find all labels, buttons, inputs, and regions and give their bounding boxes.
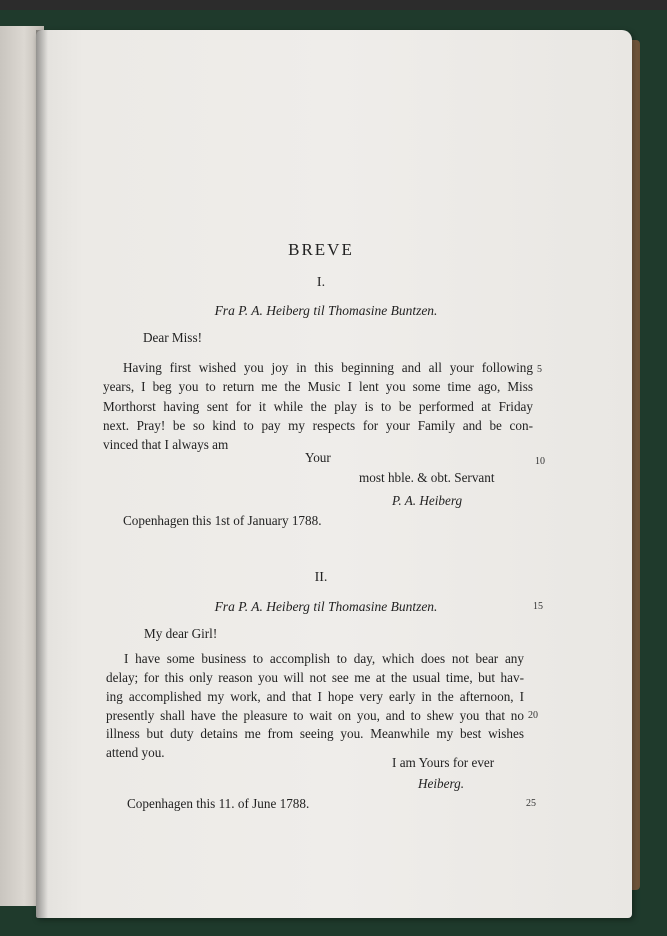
signature: P. A. Heiberg [392,493,463,508]
closing: Your [305,450,331,465]
line-number: 25 [526,798,536,809]
spine-shadow [36,30,48,918]
dateline: Copenhagen this 1st of January 1788. [123,513,322,528]
body-line: next. Pray! be so kind to pay my respects for your Family and be con- [103,418,533,433]
body-line: Morthorst having sent for it while the play is to be performed at Friday [103,399,533,414]
letter-number: II. [314,570,328,585]
body-line: ing accomplished my work, and that I hope very early in the afternoon, I [106,689,524,704]
body-line: I have some business to accomplish to day, which does not bear any [124,651,524,666]
line-number: 20 [528,710,538,721]
body-line: delay; for this only reason you will not see me at the usual time, but hav- [106,670,524,685]
line-number: 5 [537,364,542,375]
salutation: My dear Girl! [144,626,218,641]
letter-heading: Fra P. A. Heiberg til Thomasine Buntzen. [214,599,438,614]
signature: Heiberg. [418,776,465,791]
closing: I am Yours for ever [392,755,495,770]
page-title: BREVE [288,240,354,259]
dateline: Copenhagen this 11. of June 1788. [127,796,310,811]
salutation: Dear Miss! [143,330,202,345]
letter-heading: Fra P. A. Heiberg til Thomasine Buntzen. [214,303,438,318]
book-page [36,30,632,918]
line-number: 10 [535,456,545,467]
body-line: years, I beg you to return me the Music I lent you some time ago, Miss [103,379,533,394]
line-number: 15 [533,601,543,612]
top-strip [0,0,667,10]
body-line: Having first wished you joy in this beginning and all your following [123,360,533,375]
body-line: attend you. [106,745,165,760]
body-line: presently shall have the pleasure to wait on you, and to shew you that no [106,708,524,723]
closing: most hble. & obt. Servant [359,470,495,485]
body-line: illness but duty detains me from seeing you. Meanwhile my best wishes [106,726,524,741]
letter-number: I. [316,275,326,290]
body-line: vinced that I always am [103,437,229,452]
